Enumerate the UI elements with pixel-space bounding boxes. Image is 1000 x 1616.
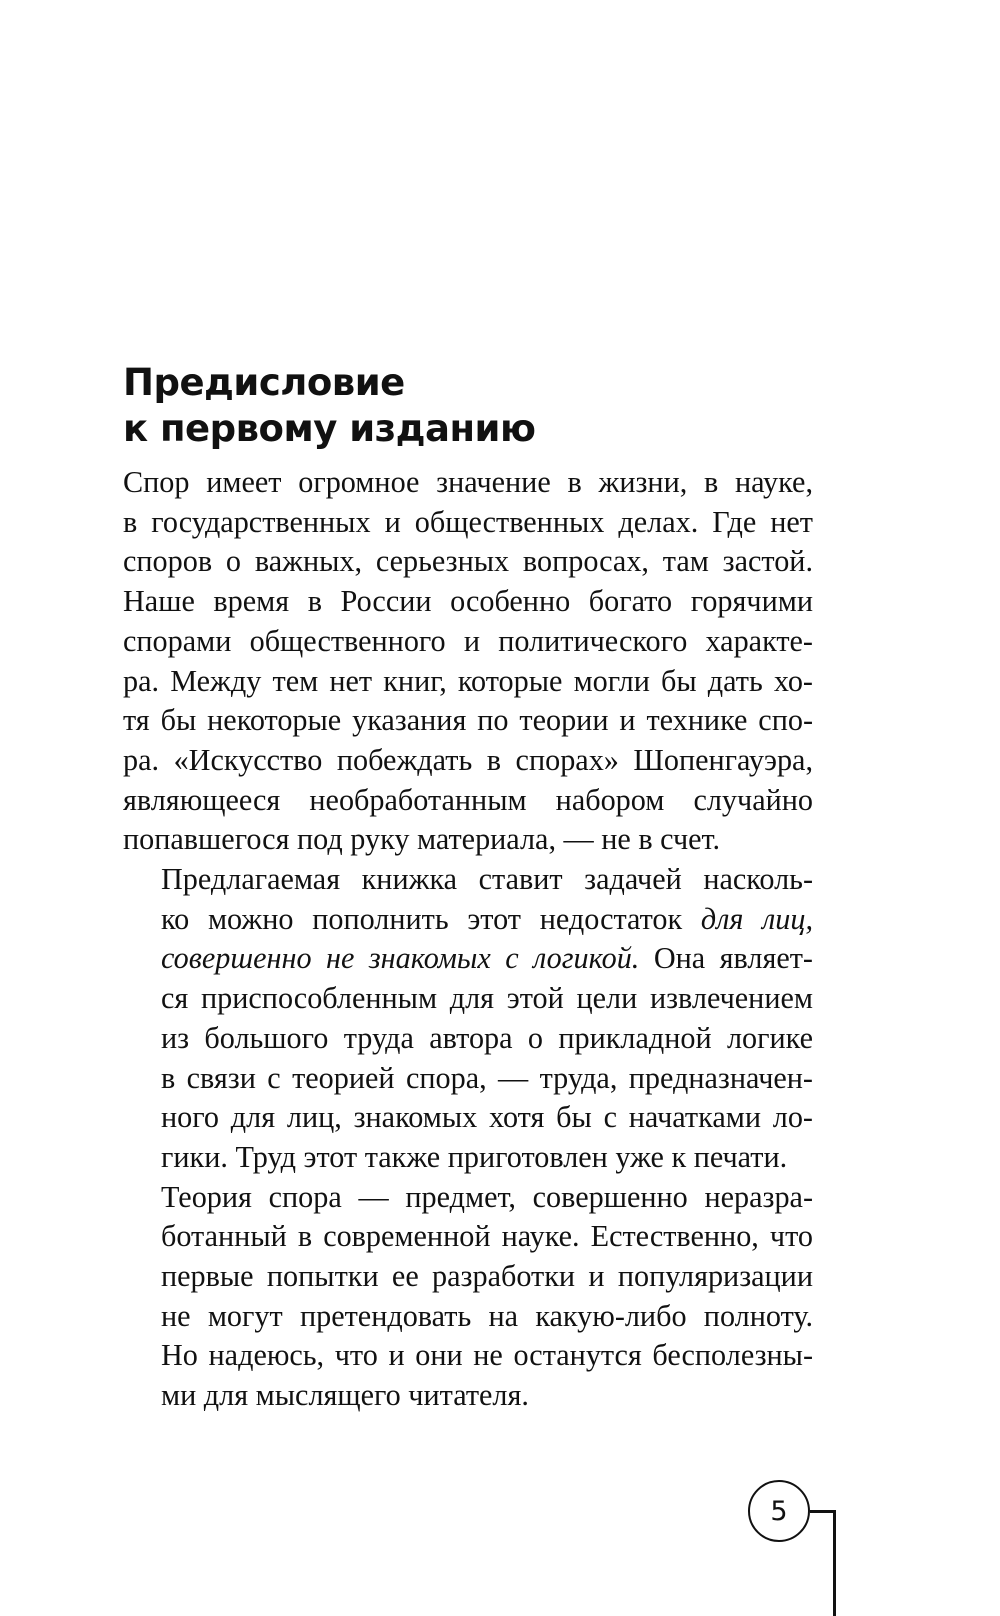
- text-line: Спор имеет огромное значение в жизни, в науке,: [123, 465, 813, 499]
- italic-emphasis: совершенно не знакомых с логикой.: [161, 941, 640, 976]
- text-run: Она являет-: [639, 941, 813, 976]
- paragraph-2: [123, 860, 813, 1178]
- text-line: ся приспособленным для этой цели извлечением: [161, 981, 813, 1016]
- text-line: в государственных и общественных делах. Где нет: [123, 504, 813, 539]
- text-line: из большого труда автора о прикладной логике: [161, 1020, 813, 1055]
- text-line: ботанный в современной науке. Естественно, что: [161, 1219, 813, 1254]
- text-line: Предлагаемая книжка ставит задачей насколь-: [161, 862, 813, 897]
- marker-line-horizontal: [810, 1510, 835, 1513]
- text-run: ко можно пополнить этот недостаток: [161, 901, 701, 936]
- text-line: ного для лиц, знакомых хотя бы с начатками ло-: [161, 1100, 813, 1135]
- page-number: 5: [748, 1480, 810, 1542]
- page-number-marker: [748, 1480, 848, 1616]
- text-line: [123, 900, 813, 940]
- text-line: Теория спора — предмет, совершенно неразра-: [161, 1179, 813, 1214]
- text-line: ра. Между тем нет книг, которые могли бы дать хо-: [123, 663, 813, 698]
- italic-emphasis: для лиц,: [700, 901, 813, 936]
- body-text: [123, 463, 813, 1416]
- text-line: тя бы некоторые указания по теории и технике спо-: [123, 703, 813, 738]
- chapter-heading-line-2: к первому изданию: [123, 407, 536, 450]
- text-line: ми для мыслящего читателя.: [161, 1378, 529, 1413]
- text-line: ра. «Искусство побеждать в спорах» Шопенгауэра,: [123, 742, 813, 777]
- text-line: Но надеюсь, что и они не останутся бесполезны-: [161, 1338, 813, 1373]
- text-line: споров о важных, серьезных вопросах, там застой.: [123, 544, 813, 579]
- paragraph-1: [123, 463, 813, 860]
- text-line: первые попытки ее разработки и популяризации: [161, 1259, 813, 1294]
- text-line: гики. Труд этот также приготовлен уже к печати.: [161, 1139, 788, 1174]
- text-line: не могут претендовать на какую-либо полноту.: [161, 1298, 813, 1333]
- paragraph-3: [123, 1178, 813, 1416]
- marker-line-vertical: [833, 1510, 836, 1616]
- chapter-heading-line-1: Предисловие: [123, 361, 405, 404]
- text-line: Наше время в России особенно богато горячими: [123, 584, 813, 619]
- text-line: попавшегося под руку материала, — не в счет.: [123, 822, 721, 857]
- text-line: [123, 939, 813, 979]
- text-line: спорами общественного и политического характе-: [123, 623, 813, 658]
- chapter-heading: [123, 360, 823, 452]
- text-line: в связи с теорией спора, — труда, предназначен-: [161, 1060, 813, 1095]
- text-line: являющееся необработанным набором случайно: [123, 782, 813, 817]
